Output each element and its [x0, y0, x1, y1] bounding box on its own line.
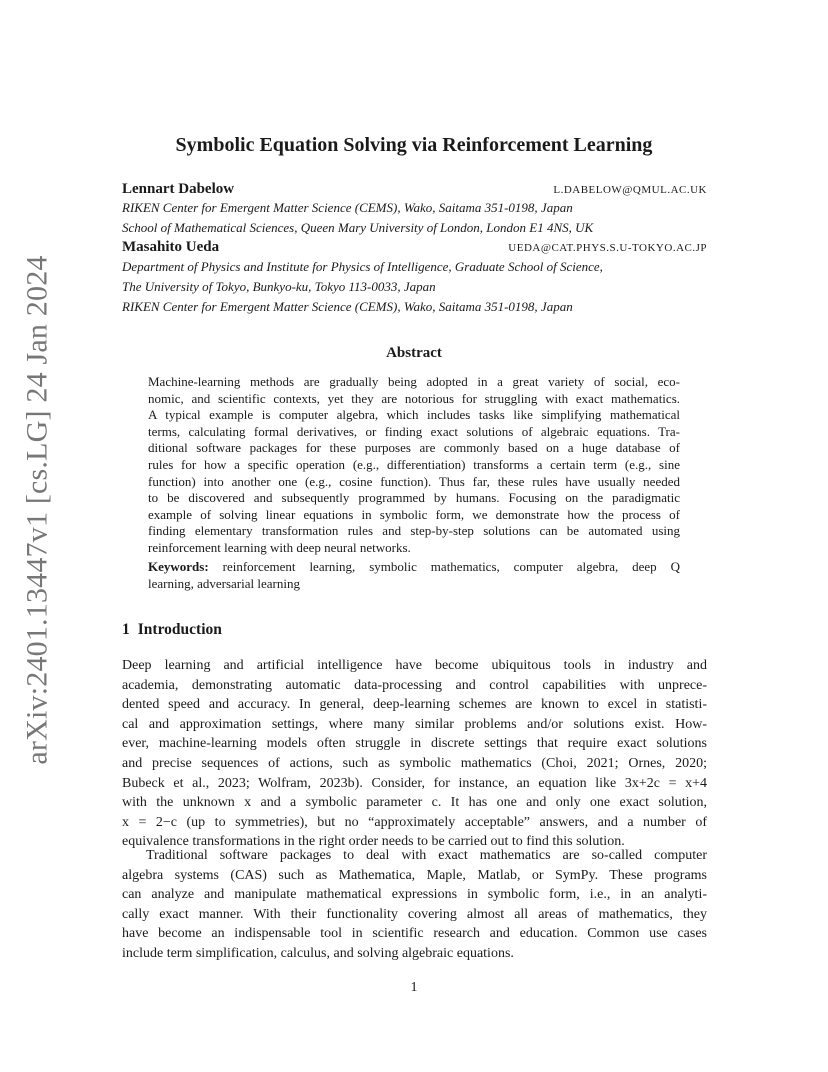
affiliation-line: Department of Physics and Institute for Physics of Intelligence, Graduate School of Science, [122, 259, 603, 274]
paragraph-line: algebra systems (CAS) such as Mathematica, Maple, Matlab, or SymPy. These programs [122, 867, 707, 883]
section-heading [122, 621, 222, 639]
abstract-line: ditional software packages for these purposes are commonly based on a huge database of [148, 440, 680, 456]
section-number: 1 [122, 621, 130, 638]
abstract-line: Machine-learning methods are gradually being adopted in a great variety of social, eco- [148, 374, 680, 389]
keywords-label: Keywords: [148, 559, 209, 574]
paragraph-line: can analyze and manipulate mathematical expressions in symbolic form, i.e., in an analyti- [122, 887, 707, 903]
keywords-line-2: learning, adversarial learning [148, 575, 300, 591]
abstract-line: A typical example is computer algebra, which includes tasks like simplifying mathematical [148, 407, 680, 423]
affiliation-line: RIKEN Center for Emergent Matter Science (CEMS), Wako, Saitama 351-0198, Japan [122, 200, 573, 215]
paragraph-line: have become an indispensable tool in scientific research and education. Common use cases [122, 926, 707, 942]
abstract-heading: Abstract [386, 345, 442, 361]
affiliation-line: School of Mathematical Sciences, Queen Mary University of London, London E1 4NS, UK [122, 220, 594, 235]
abstract-line: nomic, and scientific contexts, yet they are notorious for struggling with exact mathematics. [148, 390, 680, 406]
body-paragraph-2 [122, 846, 707, 964]
abstract-line: rules for how a specific operation (e.g., differentiation) transforms a certain term (e.g., sine [148, 456, 680, 472]
paragraph-line: equivalence transformations in the right order needs to be carried out to find this solution. [122, 834, 625, 850]
paragraph-line: Deep learning and artificial intelligence have become ubiquitous tools in industry and [122, 658, 707, 673]
abstract-line: function) into another one (e.g., cosine function). Thus far, these rules have usually needed [148, 473, 680, 489]
author-email: UEDA@CAT.PHYS.S.U-TOKYO.AC.JP [508, 242, 707, 254]
keywords-line-1 [148, 559, 680, 576]
paragraph-line: ever, machine-learning models often struggle in discrete settings that require exact solutions [122, 736, 707, 752]
paragraph-line: academia, demonstrating automatic data-processing and control capabilities with unprece- [122, 677, 707, 693]
paragraph-line: cally exact manner. With their functionality covering almost all areas of mathematics, they [122, 906, 707, 922]
affiliation-line: The University of Tokyo, Bunkyo-ku, Tokyo 113-0033, Japan [122, 279, 436, 294]
abstract-line: to be discovered and subsequently programmed by humans. Focusing on the paradigmatic [148, 490, 680, 506]
paragraph-line: and precise sequences of actions, such as symbolic mathematics (Choi, 2021; Ornes, 2020; [122, 755, 707, 771]
author-email: L.DABELOW@QMUL.AC.UK [553, 184, 707, 196]
body-paragraph-1 [122, 656, 707, 852]
paragraph-line: cal and approximation settings, where many similar problems and/or solutions exist. How- [122, 716, 707, 732]
paragraph-line: with the unknown x and a symbolic parameter c. It has one and only one exact solution, [122, 795, 707, 811]
author-name: Masahito Ueda [122, 239, 220, 255]
abstract-line: reinforcement learning with deep neural networks. [148, 539, 411, 555]
section-title: Introduction [137, 621, 222, 638]
author-row-2 [122, 239, 707, 256]
author-affiliations-1 [122, 198, 707, 238]
abstract-line: terms, calculating formal derivatives, or finding exact solutions of algebraic equations. Tra- [148, 423, 680, 439]
abstract-line: finding elementary transformation rules and step-by-step solutions can be automated using [148, 523, 680, 539]
keywords-text: reinforcement learning, symbolic mathematics, computer algebra, deep Q [222, 559, 680, 574]
author-affiliations-2 [122, 257, 707, 317]
author-row-1 [122, 181, 707, 198]
abstract-line: example of solving linear equations in symbolic form, we demonstrate how the process of [148, 506, 680, 522]
paragraph-line: x = 2−c (up to symmetries), but no “approximately acceptable” answers, and a number of [122, 814, 707, 830]
paragraph-line: dented speed and accuracy. In general, deep-learning schemes are known to excel in statisti- [122, 697, 707, 713]
paragraph-line: Traditional software packages to deal with exact mathematics are so-called computer [146, 848, 707, 863]
page-number: 1 [410, 980, 418, 995]
paper-title: Symbolic Equation Solving via Reinforcement Learning [175, 134, 653, 156]
paragraph-line: include term simplification, calculus, and solving algebraic equations. [122, 945, 514, 961]
keywords [148, 559, 680, 592]
paragraph-line: Bubeck et al., 2023; Wolfram, 2023b). Consider, for instance, an equation like 3x+2c = x+4 [122, 775, 707, 791]
arxiv-stamp-text: arXiv:2401.13447v1 [cs.LG] 24 Jan 2024 [21, 255, 55, 765]
author-name: Lennart Dabelow [122, 181, 235, 197]
abstract-body [148, 374, 680, 557]
affiliation-line: RIKEN Center for Emergent Matter Science (CEMS), Wako, Saitama 351-0198, Japan [122, 299, 573, 314]
